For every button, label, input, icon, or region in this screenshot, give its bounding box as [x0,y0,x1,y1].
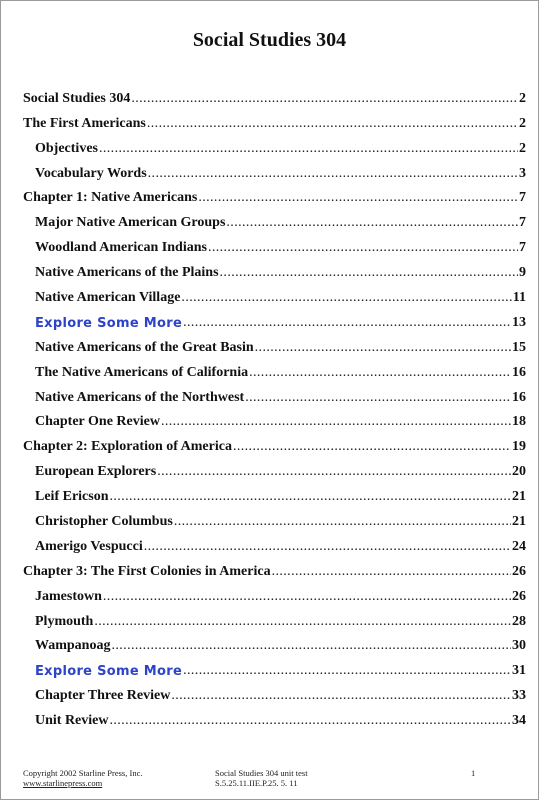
toc-entry[interactable] [23,579,526,604]
toc-entry[interactable] [23,454,526,479]
dot-leader [161,415,511,429]
dot-leader [110,714,512,728]
toc-entry-page: 20 [512,464,526,480]
toc-entry-label: Wampanoag [35,638,111,654]
toc-entry[interactable] [23,305,526,330]
toc-entry-page: 26 [512,563,526,579]
toc-entry-label: Unit Review [35,713,109,729]
toc-entry[interactable] [23,678,526,703]
toc-entry[interactable] [23,529,526,554]
toc-entry-page: 2 [519,140,526,156]
dot-leader [147,117,518,131]
toc-entry-page: 7 [519,240,526,256]
footer-test-info [215,769,308,789]
dot-leader [144,540,511,554]
toc-entry-page: 7 [519,190,526,206]
toc-entry-label: Vocabulary Words [35,165,147,181]
toc-entry-page: 28 [512,613,526,629]
toc-entry[interactable] [23,405,526,430]
toc-entry[interactable] [23,380,526,405]
toc-entry-label: The Native Americans of California [35,364,249,380]
toc-entry-label: Chapter One Review [35,414,160,430]
dot-leader [233,440,511,454]
toc-entry[interactable] [23,429,526,454]
toc-entry-label: Explore Some More [35,664,183,680]
toc-entry-page: 31 [512,663,526,679]
toc-entry-label: Chapter 1: Native Americans [23,190,198,206]
toc-entry-page: 21 [512,514,526,530]
footer-page-number: 1 [471,768,476,778]
toc-entry-label: Native American Village [35,290,181,306]
toc-entry-label: Social Studies 304 [23,90,131,106]
toc-entry-page: 16 [512,364,526,380]
toc-entry-label: Explore Some More [35,315,183,331]
toc-entry-label: Leif Ericson [35,489,109,505]
toc-entry-page: 9 [519,265,526,281]
dot-leader [111,639,511,653]
toc-entry[interactable] [23,330,526,355]
toc-entry-page: 24 [512,538,526,554]
dot-leader [99,142,518,156]
toc-entry[interactable] [23,355,526,380]
test-code: S.5.25.11.IIE.P.25. 5. 11 [215,777,298,788]
toc-entry[interactable] [23,504,526,529]
toc-entry[interactable] [23,554,526,579]
toc-entry[interactable] [23,181,526,206]
toc-entry-page: 2 [519,115,526,131]
toc-entry[interactable] [23,230,526,255]
toc-entry-label: European Explorers [35,464,157,480]
dot-leader [131,92,518,106]
toc-entry[interactable] [23,703,526,728]
toc-entry-page: 33 [512,688,526,704]
toc-entry[interactable] [23,255,526,280]
toc-entry-label: Christopher Columbus [35,514,173,530]
toc-entry-page: 30 [512,638,526,654]
toc-entry-page: 21 [512,489,526,505]
toc-entry-label: Native Americans of the Great Basin [35,339,254,355]
toc-entry-page: 15 [512,339,526,355]
toc-entry-label: Major Native American Groups [35,215,226,231]
website-link[interactable]: www.starlinepress.com [23,777,103,788]
dot-leader [226,216,518,230]
toc-entry-page: 11 [512,290,526,306]
toc-entry[interactable] [23,280,526,305]
toc-entry-label: Chapter 2: Exploration of America [23,439,232,455]
toc-entry[interactable] [23,156,526,181]
dot-leader [110,490,512,504]
dot-leader [220,266,518,280]
toc-entry-label: The First Americans [23,115,146,131]
toc-entry-label: Jamestown [35,588,102,604]
dot-leader [181,291,511,305]
toc-entry-label: Chapter Three Review [35,688,171,704]
toc-entry-label: Objectives [35,140,98,156]
test-title: Social Studies 304 unit test [215,768,308,778]
dot-leader [249,366,511,380]
dot-leader [198,191,518,205]
dot-leader [174,515,511,529]
dot-leader [183,316,511,330]
toc-entry-label: Native Americans of the Northwest [35,389,245,405]
toc-entry-label: Chapter 3: The First Colonies in America [23,563,271,579]
toc-entry-page: 19 [512,439,526,455]
toc-entry[interactable] [23,479,526,504]
toc-entry-page: 2 [519,90,526,106]
toc-entry-label: Amerigo Vespucci [35,538,143,554]
copyright-text: Copyright 2002 Starline Press, Inc. [23,768,143,778]
dot-leader [157,465,511,479]
toc-entry-page: 34 [512,713,526,729]
dot-leader [103,590,511,604]
dot-leader [183,664,511,678]
dot-leader [272,565,511,579]
toc-entry-page: 18 [512,414,526,430]
toc-entry[interactable] [23,81,526,106]
toc-entry[interactable] [23,604,526,629]
footer-publisher [23,769,142,789]
toc-entry[interactable] [23,106,526,131]
toc-entry-label: Native Americans of the Plains [35,265,219,281]
toc-entry-page: 7 [519,215,526,231]
dot-leader [208,241,518,255]
toc-entry[interactable] [23,205,526,230]
toc-entry-label: Plymouth [35,613,94,629]
toc-entry[interactable] [23,131,526,156]
toc-entry-page: 16 [512,389,526,405]
document-title: Social Studies 304 [192,29,347,51]
toc-entry-page: 3 [519,165,526,181]
dot-leader [255,341,511,355]
toc-entry[interactable] [23,629,526,654]
toc-entry[interactable] [23,653,526,678]
dot-leader [171,689,511,703]
toc-entry-page: 13 [512,314,526,330]
dot-leader [148,167,518,181]
dot-leader [94,615,511,629]
dot-leader [245,391,511,405]
toc-entry-page: 26 [512,588,526,604]
table-of-contents [23,81,526,728]
toc-entry-label: Woodland American Indians [35,240,207,256]
